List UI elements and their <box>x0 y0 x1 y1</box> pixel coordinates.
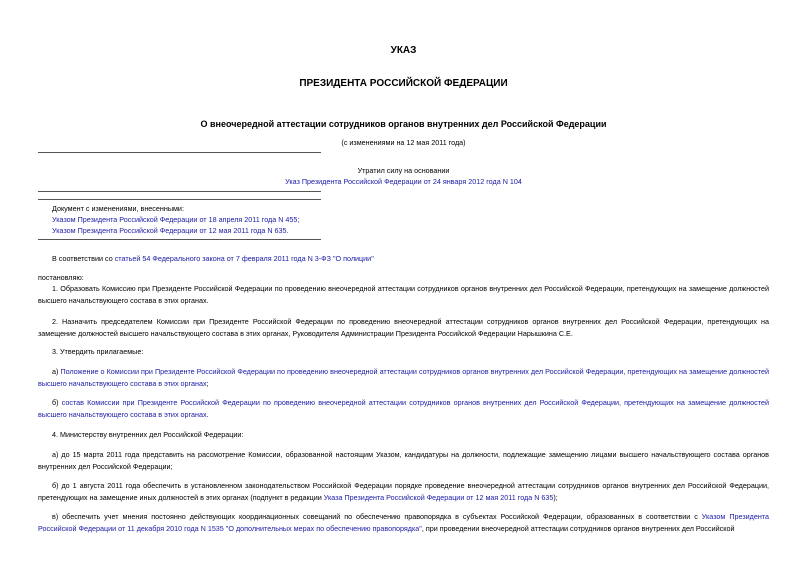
paragraph-3b <box>38 397 769 420</box>
document-heading: О внеочередной аттестации сотрудников органов внутренних дел Российской Федерации <box>200 119 607 129</box>
p3b-prefix: б) <box>52 398 62 407</box>
paragraph-1: 1. Образовать Комиссию при Президенте Российской Федерации по проведению внеочередной аттестации сотрудников органов внутренних дел Российской Федерации, претендующих на замещение должностей высшего начальствующего состава в этих органах. <box>38 284 769 305</box>
divider <box>38 152 321 153</box>
divider <box>38 199 321 200</box>
changes-link-2[interactable]: Указом Президента Российской Федерации от 12 мая 2011 года N 635. <box>52 226 289 235</box>
paragraph-4b <box>38 480 769 503</box>
expired-note: Утратил силу на основании <box>357 166 450 175</box>
decree-word: постановляю: <box>38 273 84 282</box>
changes-label: Документ с изменениями, внесенными: <box>52 204 184 213</box>
paragraph-4a: а) до 15 марта 2011 года представить на рассмотрение Комиссии, образованной настоящим Указом, кандидатуры на должности, подлежащие замещению лицами высшего начальствующего состава органов внутренних дел Российской Федерации; <box>38 450 769 471</box>
paragraph-4: 4. Министерству внутренних дел Российской Федерации: <box>52 430 244 439</box>
document-subtitle: ПРЕЗИДЕНТА РОССИЙСКОЙ ФЕДЕРАЦИИ <box>299 78 508 89</box>
divider <box>38 239 321 240</box>
paragraph-3: 3. Утвердить прилагаемые: <box>52 347 144 356</box>
p3a-link[interactable]: Положение о Комиссии при Президенте Российской Федерации по проведению внеочередной аттестации сотрудников органов внутренних дел Российской Федерации, претендующих на замещение должностей высшего начальствующего состава в этих органах <box>38 367 770 388</box>
changes-link-1[interactable]: Указом Президента Российской Федерации от 18 апреля 2011 года N 455; <box>52 215 300 224</box>
paragraph-4c <box>38 511 769 534</box>
amended-note: (с изменениями на 12 мая 2011 года) <box>341 138 466 147</box>
p3b-suffix: . <box>206 409 209 419</box>
p4c-link[interactable]: Указом Президента Российской Федерации от 11 декабря 2010 года N 1535 "О дополнительных мерах по обеспечению правопорядка" <box>38 512 769 533</box>
preamble-text: В соответствии со <box>52 254 115 263</box>
document-title: УКАЗ <box>390 45 417 56</box>
preamble-link[interactable]: статьей 54 Федерального закона от 7 февраля 2011 года N 3-ФЗ "О полиции" <box>114 254 374 263</box>
p4b-text: б) до 1 августа 2011 года обеспечить в установленном законодательством Российской Федерации порядке проведение внеочередной аттестации сотрудников органов внутренних дел Российской Федерации, претендующих на замещение иных должностей в этих органах (подпункт в редакции <box>38 481 769 502</box>
preamble <box>52 253 374 265</box>
p4b-suffix: ); <box>553 492 558 502</box>
expired-link[interactable]: Указ Президента Российской Федерации от 24 января 2012 года N 104 <box>285 177 522 186</box>
p4b-link[interactable]: Указа Президента Российской Федерации от 12 мая 2011 года N 635 <box>323 492 554 502</box>
p3a-suffix: ; <box>206 378 209 388</box>
paragraph-3a <box>38 366 769 389</box>
p3b-link[interactable]: состав Комиссии при Президенте Российской Федерации по проведению внеочередной аттестации сотрудников органов внутренних дел Российской Федерации, претендующих на замещение должностей высшего начальствующего состава в этих органах <box>38 398 769 419</box>
divider <box>38 191 321 192</box>
p4c-suffix: , при проведении внеочередной аттестации сотрудников органов внутренних дел Российской <box>421 523 735 533</box>
paragraph-2: 2. Назначить председателем Комиссии при Президенте Российской Федерации по проведению внеочередной аттестации сотрудников органов внутренних дел Российской Федерации, претендующих на замещение должностей высшего начальствующего состава в этих органах, Руководителя Администрации Президента Российской Федерации Нарышкина С.Е. <box>38 317 769 338</box>
p4c-text: в) обеспечить учет мнения постоянно действующих координационных совещаний по обеспечению правопорядка в субъектах Российской Федерации, образованных в соответствии с <box>52 512 702 521</box>
p3a-prefix: а) <box>52 367 61 376</box>
